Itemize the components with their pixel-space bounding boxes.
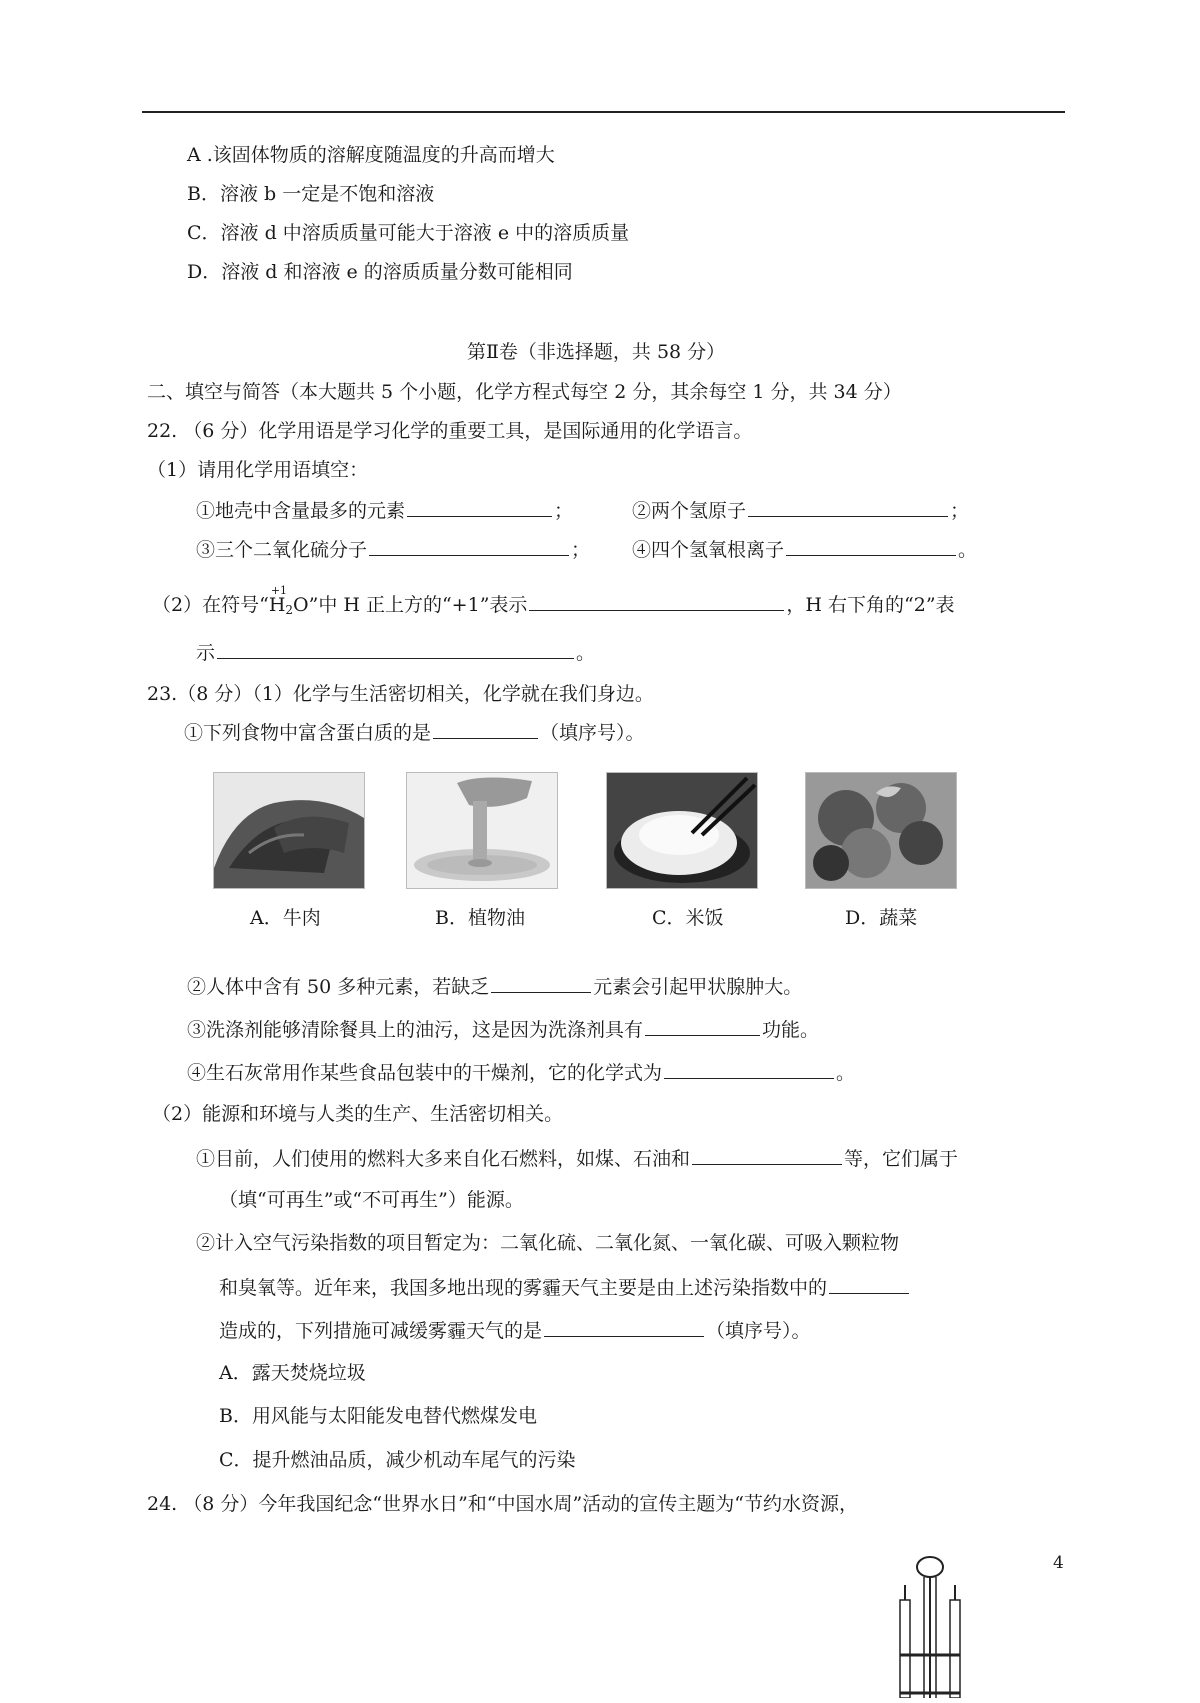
q23-item1-blank[interactable]: [433, 718, 538, 739]
q22-sub2-prefix: （2）在符号“: [152, 594, 269, 616]
page-number: 4: [1053, 1553, 1064, 1573]
q23-energy2-line2: [219, 1273, 911, 1301]
q23-energy2-line3-tail: （填序号）。: [706, 1320, 811, 1342]
q23-item2-label: ②人体中含有 50 多种元素，若缺乏: [187, 976, 490, 998]
q23-energy2-line3: [219, 1316, 811, 1344]
q23-item2-tail: 元素会引起甲状腺肿大。: [593, 976, 803, 998]
q23-energy2-line2-text: 和臭氧等。近年来，我国多地出现的雾霾天气主要是由上述污染指数中的: [219, 1277, 828, 1299]
q22-item3-semi: ；: [571, 539, 591, 561]
section2-heading: 二、填空与简答（本大题共 5 个小题，化学方程式每空 2 分，其余每空 1 分，共 34 分）: [147, 381, 902, 403]
q23-stem: 23.（8 分）（1）化学与生活密切相关，化学就在我们身边。: [147, 683, 654, 705]
q22-item4-blank[interactable]: [786, 535, 956, 556]
q22-item3-blank[interactable]: [369, 535, 569, 556]
q22-stem: 22. （6 分）化学用语是学习化学的重要工具，是国际通用的化学语言。: [147, 420, 753, 442]
q23-energy1-label: ①目前，人们使用的燃料大多来自化石燃料，如煤、石油和: [196, 1148, 691, 1170]
q22-item1: [196, 496, 573, 524]
q22-sub2-line2-text: 示: [196, 642, 216, 664]
q22-sub2-mid: ”中 H 正上方的“+1”表示: [308, 594, 528, 616]
q23-energy1-tail: 等，它们属于: [844, 1148, 959, 1170]
q23-sub2: （2）能源和环境与人类的生产、生活密切相关。: [152, 1103, 564, 1125]
q22-sub2: [152, 584, 955, 623]
q22-item4-label: ④四个氢氧根离子: [632, 539, 785, 561]
q23-option-b: B．用风能与太阳能发电替代燃煤发电: [219, 1405, 537, 1427]
q23-item2: [187, 972, 802, 1000]
q21-option-b: B．溶液 b 一定是不饱和溶液: [187, 183, 435, 205]
food-caption-d: D．蔬菜: [845, 907, 918, 929]
q23-item4-label: ④生石灰常用作某些食品包装中的干燥剂，它的化学式为: [187, 1062, 663, 1084]
q22-item1-blank[interactable]: [407, 496, 552, 517]
q22-sub2-line2: [196, 638, 595, 666]
q22-item3: [196, 535, 590, 563]
q23-item1: [184, 718, 645, 746]
q23-item4-tail: 。: [836, 1062, 856, 1084]
q24-stem: 24. （8 分）今年我国纪念“世界水日”和“中国水周”活动的宣传主题为“节约水资源，: [147, 1493, 858, 1515]
part2-title: 第Ⅱ卷（非选择题，共 58 分）: [467, 341, 726, 363]
rice-image: [606, 772, 758, 889]
q23-energy1-blank[interactable]: [692, 1144, 842, 1165]
q23-item2-blank[interactable]: [491, 972, 591, 993]
q23-energy2: ②计入空气污染指数的项目暂定为：二氧化硫、二氧化氮、一氧化碳、可吸入颗粒物: [196, 1232, 900, 1254]
q23-energy1: [196, 1144, 958, 1172]
q23-option-c: C．提升燃油品质，减少机动车尾气的污染: [219, 1449, 576, 1471]
q23-energy2-blank2[interactable]: [544, 1316, 704, 1337]
food-caption-a: A．牛肉: [250, 907, 321, 929]
formula-h: H: [268, 594, 286, 616]
q22-sub2-blank2[interactable]: [217, 638, 574, 659]
q23-item1-tail: （填序号）。: [540, 722, 645, 744]
q23-item3: [187, 1015, 819, 1043]
food-caption-c: C．米饭: [652, 907, 724, 929]
vegetables-image: [805, 772, 957, 889]
q22-sub2-blank1[interactable]: [529, 590, 784, 611]
q23-item4: [187, 1058, 855, 1086]
q23-energy2-line3-text: 造成的，下列措施可减缓雾霾天气的是: [219, 1320, 543, 1342]
valence-label: +1: [270, 584, 288, 597]
electrolysis-apparatus-figure: [880, 1555, 980, 1698]
q23-item3-blank[interactable]: [645, 1015, 760, 1036]
q22-item2: [632, 496, 969, 524]
h2o-formula: [268, 584, 309, 623]
food-caption-b: B．植物油: [435, 907, 525, 929]
q22-sub2-period: 。: [576, 642, 596, 664]
q22-item4-period: 。: [958, 539, 978, 561]
formula-subscript: 2: [285, 603, 294, 617]
q23-energy2-blank1[interactable]: [829, 1273, 909, 1294]
q22-item2-semi: ；: [950, 500, 970, 522]
q21-option-a: [187, 142, 555, 168]
vegetable-oil-image: [406, 772, 558, 889]
q22-sub2-tail: ，H 右下角的“2”表: [786, 594, 955, 616]
q21-option-d: D．溶液 d 和溶液 e 的溶质质量分数可能相同: [187, 261, 573, 283]
q21-option-a-text: A .该固体物质的溶解度随温度的升高而增大: [187, 144, 555, 166]
q23-item3-tail: 功能。: [762, 1019, 820, 1041]
q23-item4-blank[interactable]: [664, 1058, 834, 1079]
header-rule: [142, 111, 1065, 113]
q22-sub1: （1）请用化学用语填空：: [147, 459, 369, 481]
q22-item3-label: ③三个二氧化硫分子: [196, 539, 368, 561]
q22-item2-blank[interactable]: [748, 496, 948, 517]
q22-item1-semi: ；: [554, 500, 574, 522]
q23-energy1-line2: （填“可再生”或“不可再生”）能源。: [219, 1189, 524, 1211]
q23-item1-label: ①下列食物中富含蛋白质的是: [184, 722, 432, 744]
q22-item1-label: ①地壳中含量最多的元素: [196, 500, 406, 522]
q22-item4: [632, 535, 977, 563]
q22-item2-label: ②两个氢原子: [632, 500, 747, 522]
q23-option-a: A．露天焚烧垃圾: [219, 1362, 366, 1384]
formula-o: O: [293, 594, 309, 616]
beef-image: [213, 772, 365, 889]
q23-item3-label: ③洗涤剂能够清除餐具上的油污，这是因为洗涤剂具有: [187, 1019, 644, 1041]
q21-option-c: C．溶液 d 中溶质质量可能大于溶液 e 中的溶质质量: [187, 222, 630, 244]
